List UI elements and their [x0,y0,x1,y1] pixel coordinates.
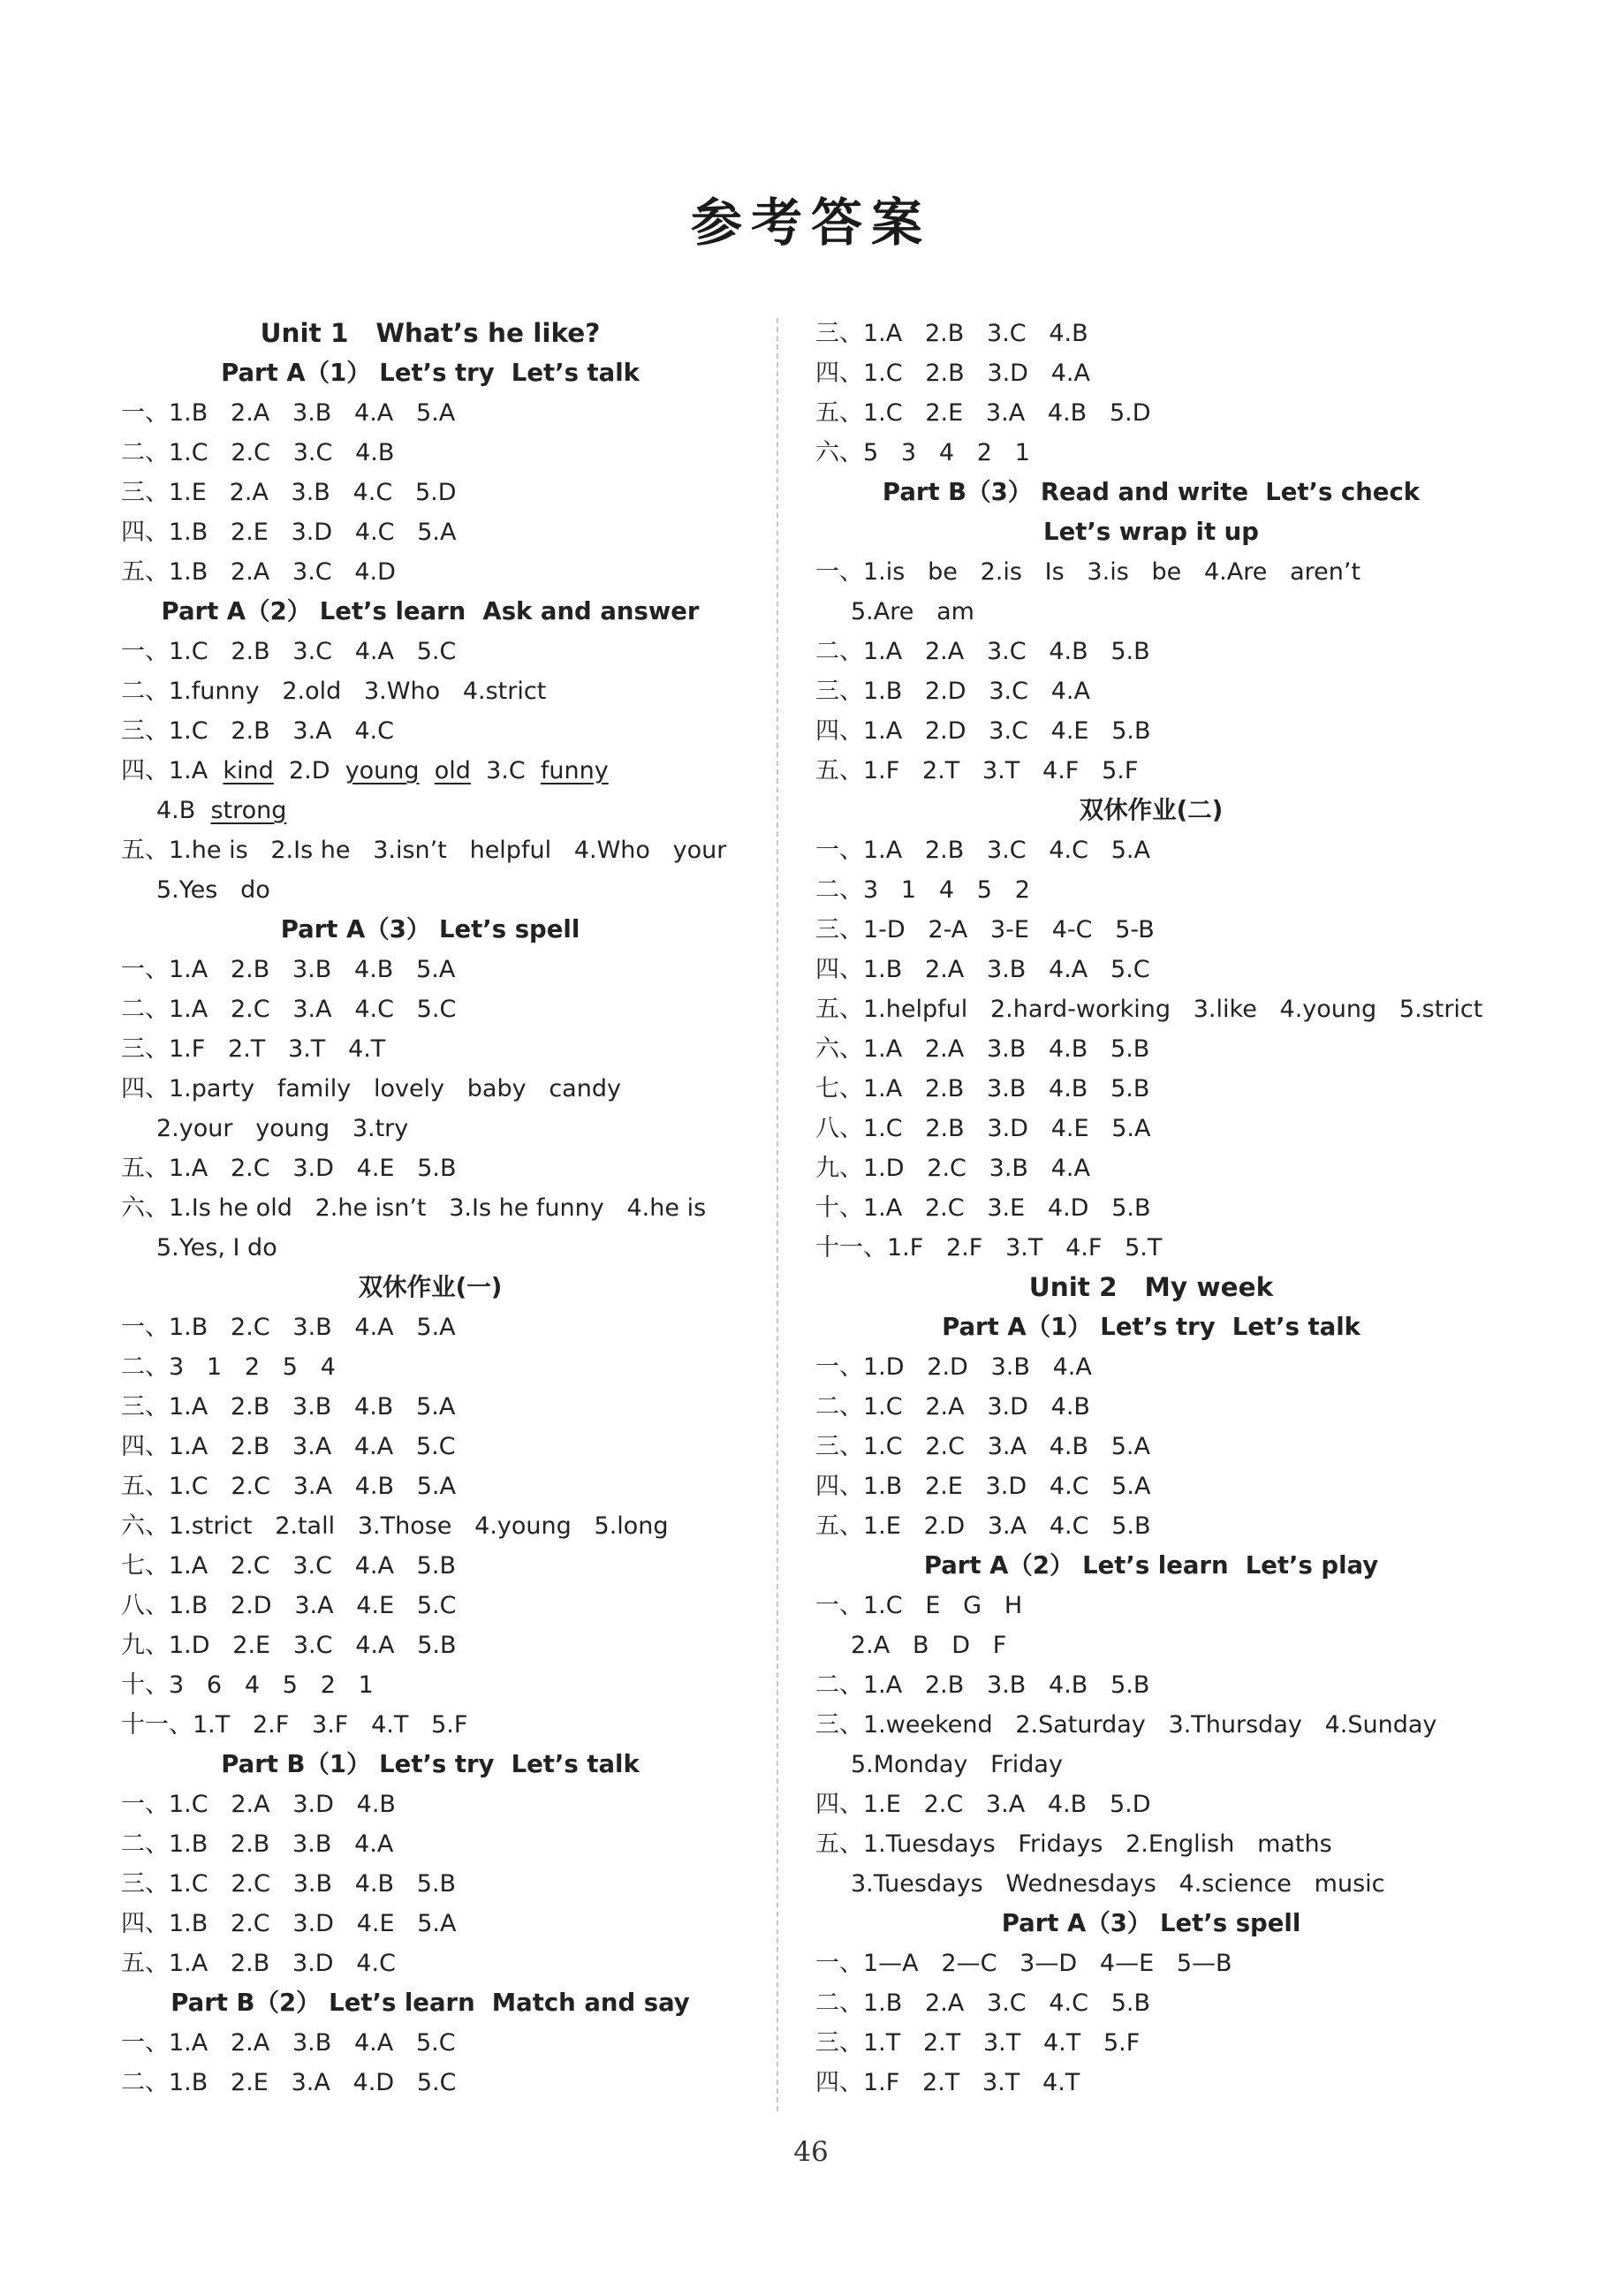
underlined-answer: young [345,757,420,784]
answer-line: 三、1.weekend 2.Saturday 3.Thursday 4.Sunday [815,1711,1437,1739]
answer-line: 一、1.A 2.A 3.B 4.A 5.C [121,2029,456,2057]
answer-line: 一、1.A 2.B 3.C 4.C 5.A [815,837,1150,864]
answer-line: 三、1.C 2.B 3.A 4.C [121,717,394,745]
answer-line: 十、1.A 2.C 3.E 4.D 5.B [815,1194,1151,1222]
page-number: 46 [793,2136,829,2168]
answer-line: 五、1.A 2.B 3.D 4.C [121,1950,396,1977]
answer-line: 三、1.C 2.C 3.B 4.B 5.B [121,1870,457,1898]
answer-line: 2.A B D F [851,1632,1007,1659]
underlined-answer: kind [223,757,274,784]
answer-text [420,757,435,784]
answer-line: 三、1.E 2.A 3.B 4.C 5.D [121,479,457,506]
answer-line: 二、1.C 2.C 3.C 4.B [121,439,395,466]
answer-line: 3.Tuesdays Wednesdays 4.science music [851,1870,1385,1898]
column-divider [777,318,778,2111]
section-heading: 双休作业(二) [1079,796,1224,824]
answer-line: 五、1.C 2.C 3.A 4.B 5.A [121,1473,456,1500]
answer-text: 4.B [156,797,211,824]
answer-line: 二、3 1 4 5 2 [815,876,1030,904]
section-heading: Part A（1） Let’s try Let’s talk [942,1313,1361,1341]
answer-line: 一、1—A 2—C 3—D 4—E 5—B [815,1950,1232,1977]
answer-line: 四、1.F 2.T 3.T 4.T [815,2069,1080,2096]
answer-line: 一、1.C E G H [815,1592,1023,1619]
section-heading: Part A（3） Let’s spell [1001,1909,1301,1937]
answer-line: 八、1.C 2.B 3.D 4.E 5.A [815,1115,1151,1142]
answer-line: 二、1.B 2.A 3.C 4.C 5.B [815,1989,1151,2017]
answer-line: 二、1.A 2.B 3.B 4.B 5.B [815,1671,1150,1699]
unit-heading: Unit 2 My week [1028,1272,1274,1302]
section-heading: Let’s wrap it up [1043,518,1259,546]
answer-line: 一、1.A 2.B 3.B 4.B 5.A [121,956,456,983]
answer-line: 十一、1.F 2.F 3.T 4.F 5.T [815,1234,1163,1262]
answer-line: 二、1.C 2.A 3.D 4.B [815,1393,1090,1421]
answer-line: 五、1.Tuesdays Fridays 2.English maths [815,1830,1332,1858]
answer-line: 二、1.B 2.B 3.B 4.A [121,1830,394,1858]
answer-line: 五、1.he is 2.Is he 3.isn’t helpful 4.Who your [121,837,727,864]
answer-line: 七、1.A 2.C 3.C 4.A 5.B [121,1552,456,1580]
answer-line: 六、1.strict 2.tall 3.Those 4.young 5.long [121,1512,669,1540]
answer-line: 四、1.E 2.C 3.A 4.B 5.D [815,1791,1151,1818]
answer-line: 三、1.F 2.T 3.T 4.T [121,1035,386,1063]
answer-line: 三、1.A 2.B 3.C 4.B [815,320,1088,347]
answer-text: 2.D [273,757,345,784]
underlined-answer: old [434,757,471,784]
section-heading: Part B（2） Let’s learn Match and say [171,1989,690,2017]
answer-line: 一、1.B 2.A 3.B 4.A 5.A [121,399,456,427]
answer-line: 三、1-D 2-A 3-E 4-C 5-B [815,916,1155,943]
answer-line: 2.your young 3.try [156,1115,409,1142]
answer-line: 五、1.B 2.A 3.C 4.D [121,558,396,586]
answer-line: 5.Yes do [156,876,270,904]
answer-line: 四、1.B 2.E 3.D 4.C 5.A [121,519,457,546]
answer-line: 五、1.A 2.C 3.D 4.E 5.B [121,1155,457,1182]
answer-line: 5.Yes, I do [156,1234,277,1262]
section-heading: Part A（2） Let’s learn Let’s play [923,1551,1379,1580]
answer-line: 一、1.is be 2.is Is 3.is be 4.Are aren’t [815,558,1361,586]
answer-line: 三、1.C 2.C 3.A 4.B 5.A [815,1433,1150,1460]
answer-line: 五、1.E 2.D 3.A 4.C 5.B [815,1512,1151,1540]
answer-line: 四、1.A 2.D 3.C 4.E 5.B [815,717,1151,745]
answer-line: 一、1.B 2.C 3.B 4.A 5.A [121,1314,456,1341]
answer-line: 一、1.C 2.B 3.C 4.A 5.C [121,638,457,665]
answer-line [121,791,739,830]
answer-line: 十、3 6 4 5 2 1 [121,1671,374,1699]
answer-line: 十一、1.T 2.F 3.F 4.T 5.F [121,1711,468,1739]
section-heading: Part B（1） Let’s try Let’s talk [221,1750,640,1778]
answer-line: 九、1.D 2.C 3.B 4.A [815,1155,1090,1182]
answer-line: 四、1.B 2.E 3.D 4.C 5.A [815,1473,1151,1500]
answer-line: 七、1.A 2.B 3.B 4.B 5.B [815,1075,1150,1103]
answer-line: 六、1.Is he old 2.he isn’t 3.Is he funny 4.he is [121,1194,707,1222]
answer-line: 六、1.A 2.A 3.B 4.B 5.B [815,1035,1150,1063]
underlined-answer: funny [540,757,609,784]
underlined-answer: strong [210,797,287,824]
answer-line: 五、1.F 2.T 3.T 4.F 5.F [815,757,1139,784]
answer-text: 3.C [470,757,541,784]
answer-line: 六、5 3 4 2 1 [815,439,1030,466]
section-heading: Part A（1） Let’s try Let’s talk [221,359,640,387]
answer-line: 四、1.B 2.C 3.D 4.E 5.A [121,1910,457,1937]
answer-line: 二、1.A 2.A 3.C 4.B 5.B [815,638,1150,665]
answer-line: 二、1.A 2.C 3.A 4.C 5.C [121,996,457,1023]
answer-line: 八、1.B 2.D 3.A 4.E 5.C [121,1592,457,1619]
answer-line: 5.Monday Friday [851,1751,1063,1778]
answer-line [121,751,739,791]
answer-line: 五、1.C 2.E 3.A 4.B 5.D [815,399,1151,427]
answer-line: 五、1.helpful 2.hard-working 3.like 4.young 5.strict [815,996,1483,1023]
section-heading: Part A（3） Let’s spell [280,915,580,943]
answer-line: 四、1.C 2.B 3.D 4.A [815,360,1090,387]
answer-text: 四、1.A [121,757,224,784]
answer-line: 5.Are am [851,598,974,625]
section-heading: 双休作业(一) [358,1273,503,1301]
answer-line: 二、3 1 2 5 4 [121,1353,336,1381]
page-title: 参考答案 [690,193,931,253]
section-heading: Part A（2） Let’s learn Ask and answer [161,597,700,625]
answer-line: 三、1.B 2.D 3.C 4.A [815,678,1090,705]
answer-line: 四、1.B 2.A 3.B 4.A 5.C [815,956,1150,983]
answer-line: 三、1.T 2.T 3.T 4.T 5.F [815,2029,1141,2057]
unit-heading: Unit 1 What’s he like? [260,318,601,348]
answer-line: 二、1.B 2.E 3.A 4.D 5.C [121,2069,457,2096]
answer-line: 三、1.A 2.B 3.B 4.B 5.A [121,1393,456,1421]
answer-line: 九、1.D 2.E 3.C 4.A 5.B [121,1632,457,1659]
left-column [121,314,739,2103]
answer-line: 四、1.A 2.B 3.A 4.A 5.C [121,1433,456,1460]
right-column [815,314,1487,2103]
answer-line: 二、1.funny 2.old 3.Who 4.strict [121,678,547,705]
answer-line: 一、1.D 2.D 3.B 4.A [815,1353,1092,1381]
answer-line: 四、1.party family lovely baby candy [121,1075,621,1103]
section-heading: Part B（3） Read and write Let’s check [882,478,1421,506]
answer-line: 一、1.C 2.A 3.D 4.B [121,1791,396,1818]
